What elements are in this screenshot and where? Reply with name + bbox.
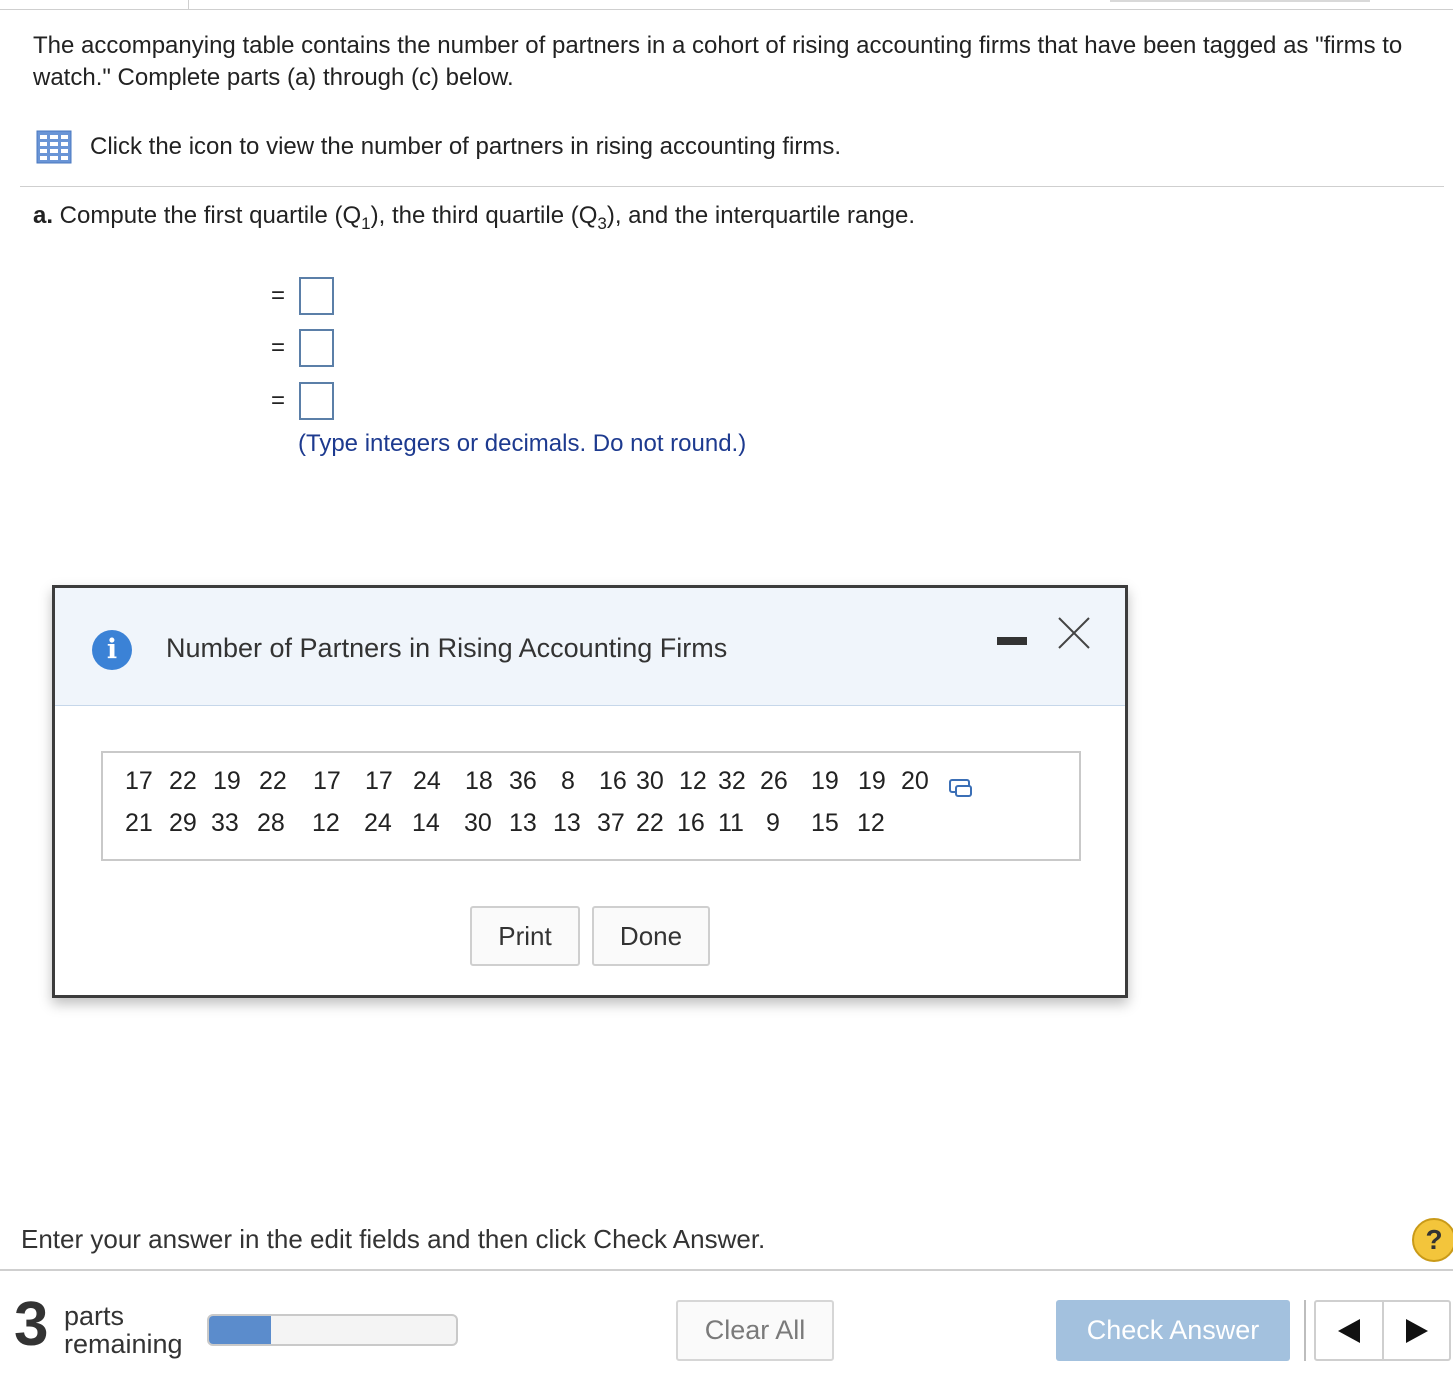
- parts-remaining-label: [64, 1302, 183, 1358]
- data-cell: 26: [760, 767, 788, 795]
- data-cell: 30: [464, 809, 492, 837]
- data-cell: 13: [553, 809, 581, 837]
- data-cell: 17: [125, 767, 153, 795]
- data-cell: 12: [679, 767, 707, 795]
- data-cell: 37: [597, 809, 625, 837]
- answer-row-iqr: [0, 381, 340, 421]
- data-cell: 19: [811, 767, 839, 795]
- data-cell: 20: [901, 767, 929, 795]
- data-cell: 16: [599, 767, 627, 795]
- done-button[interactable]: Done: [592, 906, 710, 966]
- part-a-prompt: [33, 200, 915, 240]
- help-icon[interactable]: ?: [1412, 1218, 1453, 1262]
- q1-equals: =: [271, 282, 286, 309]
- chevron-right-icon[interactable]: [1384, 1302, 1449, 1359]
- data-modal: [52, 585, 1128, 998]
- data-cell: 16: [677, 809, 705, 837]
- data-cell: 19: [858, 767, 886, 795]
- data-cell: 12: [857, 809, 885, 837]
- data-cell: 24: [364, 809, 392, 837]
- clear-all-button[interactable]: Clear All: [676, 1300, 834, 1361]
- data-cell: 14: [412, 809, 440, 837]
- part-a-sub-2: 3: [597, 213, 607, 233]
- data-cell: 33: [211, 809, 239, 837]
- data-cell: 12: [312, 809, 340, 837]
- minimize-button[interactable]: [995, 631, 1029, 651]
- question-nav: [1314, 1300, 1451, 1361]
- answer-row-q1: [0, 276, 340, 316]
- modal-title: Number of Partners in Rising Accounting Firms: [166, 633, 728, 663]
- check-answer-button[interactable]: Check Answer: [1056, 1300, 1290, 1361]
- info-icon: i: [92, 630, 132, 670]
- data-cell: 24: [413, 767, 441, 795]
- data-cell: 19: [213, 767, 241, 795]
- chevron-left-icon[interactable]: [1316, 1302, 1382, 1359]
- answer-hint: (Type integers or decimals. Do not round.): [298, 430, 747, 457]
- question-intro: The accompanying table contains the number of partners in a cohort of rising accounting firms that have been tagged as "firms to watch." Complete parts (a) through (c) below.: [33, 32, 1403, 91]
- print-button[interactable]: Print: [470, 906, 580, 966]
- data-cell: 11: [718, 809, 744, 837]
- data-cell: 17: [313, 767, 341, 795]
- q3-equals: =: [271, 334, 286, 361]
- data-cell: 22: [259, 767, 287, 795]
- data-cell: 22: [636, 809, 664, 837]
- data-cell: 8: [561, 767, 575, 795]
- data-cell: 30: [636, 767, 664, 795]
- part-a-text-2: ), the third quartile (Q: [370, 202, 598, 229]
- data-cell: 29: [169, 809, 197, 837]
- parts-label-line-1: parts: [64, 1301, 125, 1331]
- part-a-sub-1: 1: [361, 213, 371, 233]
- q3-input[interactable]: [299, 329, 334, 367]
- part-a-text-3: ), and the interquartile range.: [606, 202, 916, 229]
- part-a-label: a.: [33, 202, 54, 229]
- section-divider: [20, 186, 1444, 187]
- copy-icon[interactable]: [948, 777, 974, 801]
- footer-divider: [0, 1269, 1453, 1271]
- part-a-text-1: Compute the first quartile (Q: [53, 202, 362, 229]
- data-cell: 15: [811, 809, 839, 837]
- close-icon[interactable]: [1056, 615, 1092, 651]
- data-cell: 17: [365, 767, 393, 795]
- data-cell: 21: [125, 809, 153, 837]
- data-table-link[interactable]: [36, 130, 841, 164]
- data-cell: 9: [766, 809, 780, 837]
- progress-fill: [209, 1316, 271, 1344]
- top-tab-indicator: [1110, 0, 1370, 2]
- modal-header: [55, 588, 1125, 706]
- iqr-input[interactable]: [299, 382, 334, 420]
- data-cell: 36: [509, 767, 537, 795]
- answer-row-q3: [0, 328, 340, 368]
- top-border: [0, 9, 1453, 10]
- top-tick: [188, 0, 189, 9]
- progress-bar: [207, 1314, 458, 1346]
- data-table: [101, 751, 1081, 861]
- parts-label-line-2: remaining: [64, 1329, 183, 1359]
- footer-separator: [1304, 1300, 1306, 1361]
- q1-input[interactable]: [299, 277, 334, 315]
- data-cell: 22: [169, 767, 197, 795]
- parts-remaining-count: 3: [14, 1290, 49, 1359]
- footer-instruction: Enter your answer in the edit fields and then click Check Answer.: [21, 1224, 766, 1254]
- data-cell: 32: [718, 767, 746, 795]
- iqr-equals: =: [271, 387, 286, 414]
- data-cell: 18: [465, 767, 493, 795]
- minimize-icon: [997, 637, 1027, 645]
- data-link-text[interactable]: Click the icon to view the number of partners in rising accounting firms.: [90, 133, 841, 160]
- data-cell: 28: [257, 809, 285, 837]
- grid-table-icon[interactable]: [36, 130, 72, 164]
- data-cell: 13: [509, 809, 537, 837]
